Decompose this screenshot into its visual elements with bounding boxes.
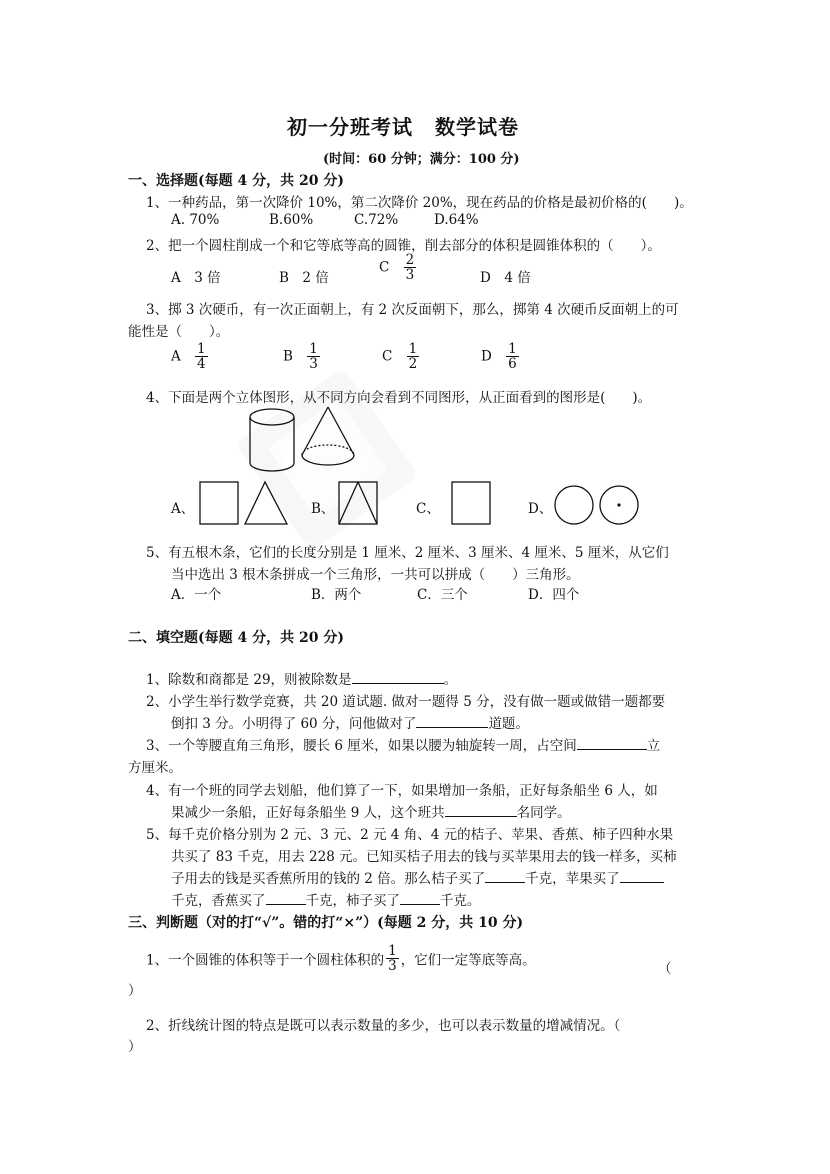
q2-5-line-4 [171,889,481,909]
section-2-heading: 二、填空题(每题 4 分，共 20 分) [128,630,344,646]
option-label: C [382,348,393,365]
option-d-shapes [554,484,640,526]
q2-5-text-d: 千克，柿子买了 [305,893,400,909]
q1-5-option-c: C．三个 [417,587,468,603]
denominator: 3 [388,958,397,975]
solid-figures [240,405,370,477]
q1-1-option-c: C.72% [354,212,399,228]
q1-2-option-a: A 3 倍 [171,270,221,286]
numerator: 1 [197,341,206,357]
q2-5-line-3 [171,867,664,887]
q1-4-option-d-label: D、 [528,501,553,517]
option-label: A [171,348,181,365]
fraction [404,253,417,282]
q2-5-line-2: 共买了 83 千克，用去 228 元。已知买桔子用去的钱与买苹果用去的钱一样多，买柿 [171,849,677,865]
q2-5-text-b: 千克，苹果买了 [525,871,620,887]
q1-3-option-d [481,342,521,371]
q1-3-line-2: 能性是（ ）。 [128,324,230,340]
numerator: 2 [405,252,415,268]
fraction [386,944,399,973]
denominator: 3 [309,356,318,373]
title-part-2: 数学试卷 [435,115,519,139]
q2-3-line-1 [146,734,660,754]
answer-blank [620,869,664,883]
answer-blank [577,736,647,750]
q2-4-end: 名同学。 [516,805,571,821]
q1-4-text: 4、下面是两个立体图形，从不同方向会看到不同图形，从正面看到的图形是( )。 [146,390,652,406]
q1-5-option-b: B．两个 [311,587,362,603]
cone-figure [302,407,354,465]
answer-blank [352,670,444,684]
q2-4-line-2 [171,801,571,821]
q1-2-option-b: B 2 倍 [279,270,329,286]
q3-2-close-paren: ） [128,1039,142,1055]
q3-2-text: 2、折线统计图的特点是既可以表示数量的多少，也可以表示数量的增减情况。（ [146,1018,621,1034]
q1-4-option-c-label: C、 [416,501,440,517]
numerator: 1 [508,341,517,357]
denominator: 6 [508,356,517,373]
q2-4-text: 果减少一条船，正好每条船坐 9 人，这个班共 [171,805,445,821]
numerator: 1 [309,341,318,357]
page-title [287,111,519,140]
numerator: 1 [408,341,418,357]
q1-3-line-1: 3、掷 3 次硬币，有一次正面朝上，有 2 次反面朝下，那么，掷第 4 次硬币反面朝上的可 [146,302,679,318]
q1-3-option-c [382,342,421,371]
q1-3-option-a [171,342,210,371]
q1-1-option-b: B.60% [269,212,314,228]
answer-blank [416,714,488,728]
cylinder-figure [250,409,294,471]
option-c-shape [450,480,492,526]
q3-1-close-paren: ） [128,983,142,999]
q2-3-end: 立 [646,738,661,754]
answer-blank [266,891,306,905]
q2-5-text-c: 千克，香蕉买了 [171,893,266,909]
fraction [407,342,420,371]
exam-info: (时间：60 分钟；满分：100 分) [323,152,520,167]
section-3-heading: 三、判断题（对的打“√”。错的打“×”）(每题 2 分，共 10 分) [128,915,524,931]
title-part-1: 初一分班考试 [287,115,413,139]
q1-1-text: 1、一种药品，第一次降价 10%，第二次降价 20%，现在药品的价格是最初价格的( )。 [146,195,693,211]
q3-1-open-paren: （ [658,961,672,977]
q3-1-text: 1、一个圆锥的体积等于一个圆柱体积的 [146,952,385,969]
option-a-shapes [198,480,293,526]
q2-4-line-1: 4、有一个班的同学去划船，他们算了一下，如果增加一条船，正好每条船坐 6 人，如 [146,783,658,799]
q1-2-option-c-label: C [379,259,390,276]
option-label: D [481,348,492,365]
denominator: 4 [197,356,206,373]
q3-1-end: ，它们一定等底等高。 [400,952,536,969]
q1-3-option-b [283,342,322,371]
section-1-heading: 一、选择题(每题 4 分，共 20 分) [128,173,344,189]
q2-2-line-1: 2、小学生举行数学竞赛，共 20 道试题. 做对一题得 5 分，没有做一题或做错一题都要 [146,694,666,710]
q3-1 [146,944,536,973]
q1-1-option-d: D.64% [434,212,479,228]
q1-1-option-a: A. 70% [171,212,220,228]
q1-4-option-a-label: A、 [171,501,195,517]
q2-2-line-2 [171,712,529,732]
q1-5-line-1: 5、有五根木条，它们的长度分别是 1 厘米、2 厘米、3 厘米、4 厘米、5 厘米，从它们 [146,545,669,561]
q1-2-option-c [379,253,418,282]
q2-2-text: 倒扣 3 分。小明得了 60 分，问他做对了 [171,716,417,732]
fraction [506,342,519,371]
option-b-shape [337,480,379,526]
q2-1-text: 1、除数和商都是 29，则被除数是 [146,672,352,688]
denominator: 3 [405,267,415,284]
q2-1 [146,668,457,688]
answer-blank [485,869,525,883]
q2-5-text-e: 千克。 [440,893,481,909]
fraction [307,342,320,371]
option-label: B [283,348,293,365]
q1-2-text: 2、把一个圆柱削成一个和它等底等高的圆锥，削去部分的体积是圆锥体积的（ ）。 [146,238,661,254]
q1-4-option-b-label: B、 [311,501,335,517]
q1-5-option-d: D．四个 [528,587,580,603]
q2-5-line-1: 5、每千克价格分别为 2 元、3 元、2 元 4 角、4 元的桔子、苹果、香蕉、柿子四种水果 [146,827,674,843]
q2-5-text-a: 子用去的钱是买香蕉所用的钱的 2 倍。那么桔子买了 [171,871,486,887]
fraction [195,342,208,371]
answer-blank [445,803,517,817]
q2-1-end: 。 [443,672,458,688]
q1-5-option-a: A．一个 [171,587,222,603]
q2-2-end: 道题。 [488,716,529,732]
q2-3-text: 3、一个等腰直角三角形，腰长 6 厘米，如果以腰为轴旋转一周，占空间 [146,738,577,754]
answer-blank [400,891,440,905]
q2-3-line-2: 方厘米。 [128,760,182,776]
q1-2-option-d: D 4 倍 [480,270,531,286]
numerator: 1 [388,943,397,959]
denominator: 2 [408,356,418,373]
q1-5-line-2: 当中选出 3 根木条拼成一个三角形，一共可以拼成（ ）三角形。 [171,567,580,583]
